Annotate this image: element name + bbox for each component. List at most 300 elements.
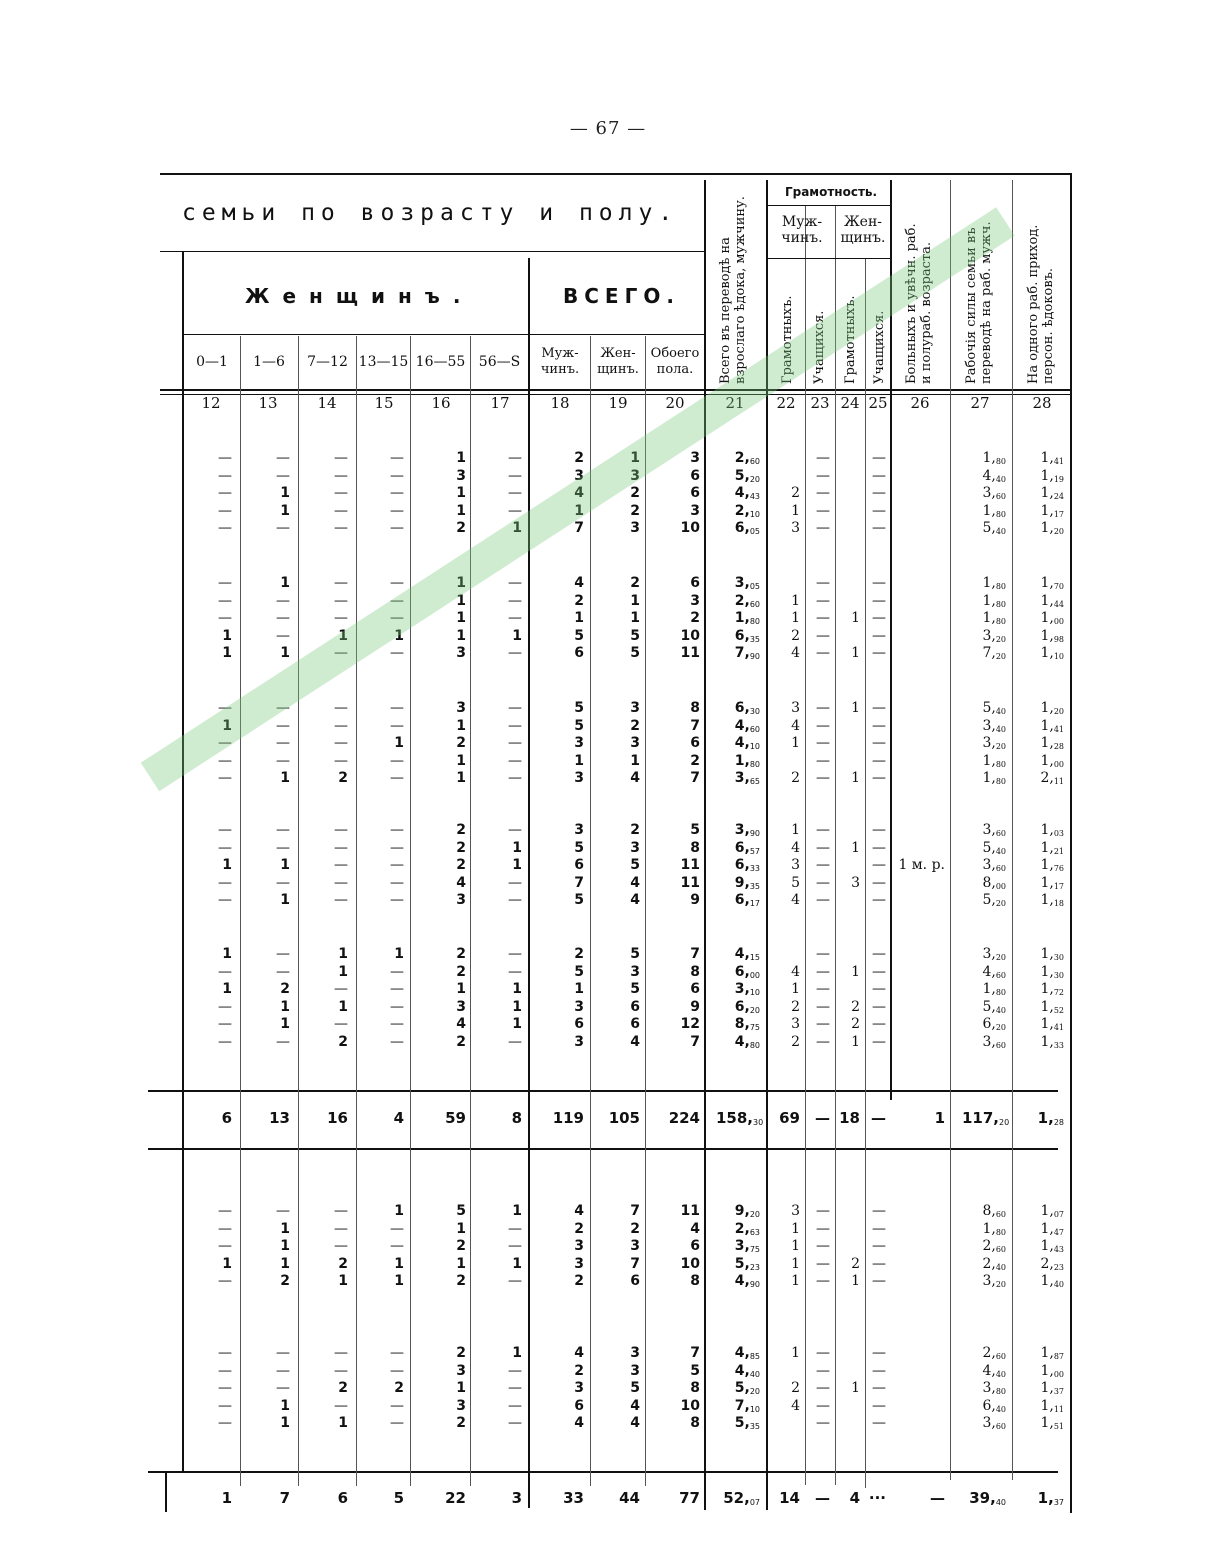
age-col-header: 7—12: [307, 354, 348, 370]
empty-dash: —: [276, 592, 290, 609]
value-cell: 3: [574, 822, 584, 838]
value-cell: 3: [574, 770, 584, 786]
value-cell: 6: [690, 1238, 700, 1254]
value-cell: 5: [690, 1362, 700, 1379]
value-cell: $39,_{40}$: [969, 1489, 1006, 1507]
value-cell: 3: [791, 700, 800, 716]
empty-dash: —: [276, 450, 290, 466]
col-rule: [645, 336, 646, 1486]
col-rule: [470, 336, 471, 1486]
value-cell: $6,_{57}$: [734, 839, 760, 856]
value-cell: 3: [456, 892, 466, 908]
empty-dash: —: [872, 1220, 886, 1237]
left-rule: [182, 252, 184, 1472]
value-cell: 3: [690, 502, 700, 519]
value-cell: $1,_{80}$: [734, 752, 760, 769]
value-cell: $1,_{70}$: [1040, 575, 1064, 591]
value-cell: —: [815, 1109, 830, 1127]
value-cell: 3: [456, 700, 466, 716]
value-cell: $1,_{19}$: [1040, 467, 1064, 484]
empty-dash: —: [334, 1397, 348, 1414]
empty-dash: —: [276, 467, 290, 484]
empty-dash: —: [872, 1273, 886, 1289]
empty-dash: —: [816, 1415, 830, 1431]
empty-dash: —: [218, 1238, 232, 1254]
value-cell: $1,_{20}$: [1040, 520, 1064, 536]
empty-dash: —: [816, 610, 830, 626]
col25-header: Учащихся.: [872, 310, 887, 384]
value-cell: 4: [456, 1016, 466, 1032]
empty-dash: —: [872, 592, 886, 609]
value-cell: 1: [394, 735, 404, 751]
total-header: ВСЕГО.: [563, 284, 680, 308]
empty-dash: —: [390, 839, 404, 856]
value-cell: 1: [338, 963, 348, 980]
value-cell: 4: [791, 717, 800, 734]
value-cell: 1: [791, 1255, 800, 1272]
empty-dash: —: [218, 839, 232, 856]
empty-dash: —: [390, 1345, 404, 1361]
value-cell: $1,_{51}$: [1040, 1415, 1064, 1431]
empty-dash: —: [276, 822, 290, 838]
empty-dash: —: [334, 450, 348, 466]
value-cell: 1: [222, 717, 232, 734]
age-col-header: 0—1: [196, 354, 228, 370]
empty-dash: —: [218, 1016, 232, 1032]
value-cell: 1: [222, 1255, 232, 1272]
value-cell: 11: [680, 1203, 700, 1219]
value-cell: 1: [456, 627, 466, 644]
value-cell: $3,_{65}$: [734, 770, 760, 786]
col26-header: Больныхъ и увѣчн. раб. и полураб. возраста.: [904, 223, 934, 384]
value-cell: 1: [394, 1203, 404, 1219]
value-cell: 3: [574, 1255, 584, 1272]
value-cell: 10: [680, 1397, 700, 1414]
value-cell: 4: [630, 1397, 640, 1414]
empty-dash: —: [508, 1238, 522, 1254]
age-col-header: 1—6: [253, 354, 285, 370]
value-cell: $5,_{20}$: [982, 892, 1006, 908]
column-number: 27: [970, 394, 990, 412]
value-cell: $8,_{60}$: [982, 1203, 1006, 1219]
column-number: 21: [725, 394, 745, 412]
value-cell: $1,_{80}$: [982, 502, 1006, 519]
empty-dash: —: [390, 998, 404, 1015]
empty-dash: —: [218, 735, 232, 751]
value-cell: $5,_{20}$: [734, 1380, 760, 1396]
empty-dash: —: [872, 520, 886, 536]
value-cell: 3: [456, 998, 466, 1015]
value-cell: 7: [690, 1345, 700, 1361]
empty-dash: —: [872, 467, 886, 484]
empty-dash: —: [816, 520, 830, 536]
value-cell: 1: [280, 1397, 290, 1414]
value-cell: 1: [851, 1273, 860, 1289]
value-cell: 4: [791, 839, 800, 856]
empty-dash: —: [390, 450, 404, 466]
empty-dash: —: [872, 627, 886, 644]
value-cell: $2,_{40}$: [982, 1255, 1006, 1272]
value-cell: 1: [280, 770, 290, 786]
empty-dash: —: [218, 610, 232, 626]
literacy-women-header: Жен- щинъ.: [840, 214, 886, 246]
value-cell: 1: [791, 822, 800, 838]
value-cell: 1: [630, 592, 640, 609]
value-cell: 1: [512, 1203, 522, 1219]
empty-dash: —: [872, 1380, 886, 1396]
value-cell: 2: [574, 450, 584, 466]
empty-dash: —: [816, 998, 830, 1015]
empty-dash: —: [276, 520, 290, 536]
value-cell: 3: [630, 1345, 640, 1361]
empty-dash: —: [816, 981, 830, 997]
value-cell: $1,_{10}$: [1040, 645, 1064, 661]
value-cell: 3: [791, 1016, 800, 1032]
empty-dash: —: [872, 1362, 886, 1379]
empty-dash: —: [390, 467, 404, 484]
empty-dash: —: [508, 892, 522, 908]
value-cell: 1: [456, 981, 466, 997]
value-cell: 1: [512, 839, 522, 856]
empty-dash: —: [218, 575, 232, 591]
value-cell: 1: [456, 1380, 466, 1396]
value-cell: 1: [574, 981, 584, 997]
value-cell: 1: [851, 963, 860, 980]
column-number: 15: [374, 394, 394, 412]
value-cell: 1: [456, 575, 466, 591]
value-cell: 6: [630, 1016, 640, 1032]
value-cell: 2: [394, 1380, 404, 1396]
value-cell: 1: [280, 502, 290, 519]
value-cell: 2: [791, 485, 800, 501]
empty-dash: —: [334, 839, 348, 856]
col-rule: [298, 336, 299, 1486]
empty-dash: —: [218, 1397, 232, 1414]
value-cell: $4,_{15}$: [734, 946, 760, 962]
value-cell: $1,_{52}$: [1040, 998, 1064, 1015]
empty-dash: —: [276, 1033, 290, 1050]
empty-dash: —: [816, 485, 830, 501]
value-cell: 16: [327, 1109, 348, 1127]
value-cell: 1: [851, 700, 860, 716]
column-number: 22: [776, 394, 796, 412]
value-cell: 4: [574, 1203, 584, 1219]
empty-dash: —: [816, 645, 830, 661]
empty-dash: —: [218, 1033, 232, 1050]
value-cell: 1: [791, 502, 800, 519]
empty-dash: —: [508, 1397, 522, 1414]
empty-dash: —: [816, 575, 830, 591]
value-cell: 1: [394, 1255, 404, 1272]
value-cell: $8,_{00}$: [982, 874, 1006, 891]
value-cell: 5: [630, 981, 640, 997]
value-cell: 1: [851, 610, 860, 626]
col-rule: [950, 180, 951, 1480]
total-col-header: Муж- чинъ.: [540, 346, 580, 377]
value-cell: 1: [512, 857, 522, 873]
value-cell: 3: [630, 735, 640, 751]
empty-dash: —: [218, 592, 232, 609]
empty-dash: —: [508, 770, 522, 786]
value-cell: 3: [630, 839, 640, 856]
value-cell: 4: [574, 485, 584, 501]
column-number: 17: [490, 394, 510, 412]
empty-dash: —: [390, 717, 404, 734]
value-cell: 2: [574, 946, 584, 962]
empty-dash: —: [390, 874, 404, 891]
value-cell: 105: [608, 1109, 640, 1127]
value-cell: 7: [630, 1203, 640, 1219]
value-cell: 1: [280, 1016, 290, 1032]
empty-dash: —: [390, 645, 404, 661]
empty-dash: —: [872, 1415, 886, 1431]
empty-dash: —: [508, 963, 522, 980]
value-cell: 2: [456, 1238, 466, 1254]
value-cell: 1: [791, 592, 800, 609]
value-cell: 3: [574, 735, 584, 751]
value-cell: $1,_{30}$: [1040, 963, 1064, 980]
value-cell: $1,_{17}$: [1040, 502, 1064, 519]
empty-dash: —: [816, 839, 830, 856]
value-cell: $1,_{00}$: [1040, 1362, 1064, 1379]
value-cell: 4: [791, 1397, 800, 1414]
value-cell: $7,_{10}$: [734, 1397, 760, 1414]
value-cell: 2: [630, 485, 640, 501]
value-cell: 1: [512, 1345, 522, 1361]
value-cell: $6,_{35}$: [734, 627, 760, 644]
value-cell: 3: [630, 1362, 640, 1379]
col26-rule-left: [890, 180, 892, 1100]
col-rule: [356, 336, 357, 1486]
empty-dash: —: [218, 1380, 232, 1396]
value-cell: 4: [393, 1109, 404, 1127]
value-cell: 7: [690, 1033, 700, 1050]
empty-dash: —: [816, 1220, 830, 1237]
column-number: 28: [1032, 394, 1052, 412]
column-number: 18: [550, 394, 570, 412]
value-cell: 6: [337, 1489, 348, 1507]
value-cell: $3,_{20}$: [982, 735, 1006, 751]
value-cell: 2: [851, 1016, 860, 1032]
empty-dash: —: [218, 770, 232, 786]
literacy-header: Грамотность.: [784, 185, 878, 199]
empty-dash: —: [872, 998, 886, 1015]
empty-dash: —: [872, 874, 886, 891]
value-cell: $5,_{40}$: [982, 700, 1006, 716]
empty-dash: —: [334, 892, 348, 908]
age-col-header: 56—S: [478, 354, 521, 370]
value-cell: 119: [552, 1109, 584, 1127]
value-cell: 1: [791, 981, 800, 997]
value-cell: $8,_{75}$: [734, 1016, 760, 1032]
value-cell: 1: [222, 857, 232, 873]
empty-dash: —: [872, 645, 886, 661]
value-cell: 77: [679, 1489, 700, 1507]
empty-dash: —: [390, 502, 404, 519]
empty-dash: —: [218, 1345, 232, 1361]
empty-dash: —: [390, 485, 404, 501]
value-cell: $3,_{60}$: [982, 1415, 1006, 1431]
value-cell: $1,_{80}$: [734, 610, 760, 626]
empty-dash: —: [334, 485, 348, 501]
empty-dash: —: [872, 1345, 886, 1361]
col-rule: [1012, 180, 1013, 1480]
value-cell: 5: [630, 857, 640, 873]
value-cell: $1,_{41}$: [1040, 1016, 1064, 1032]
value-cell: 3: [791, 1203, 800, 1219]
value-cell: 1: [394, 1273, 404, 1289]
value-cell: 6: [690, 575, 700, 591]
value-cell: 1: [791, 1345, 800, 1361]
col23-header: Учащихся.: [812, 310, 827, 384]
value-cell: 1: [512, 1255, 522, 1272]
value-cell: 1: [456, 592, 466, 609]
value-cell: 3: [630, 700, 640, 716]
value-cell: 18: [839, 1109, 860, 1127]
value-cell: 5: [574, 700, 584, 716]
value-cell: 2: [851, 998, 860, 1015]
empty-dash: —: [508, 502, 522, 519]
value-cell: $1,_{87}$: [1040, 1345, 1064, 1361]
empty-dash: —: [508, 822, 522, 838]
empty-dash: —: [276, 717, 290, 734]
age-col-header: 16—55: [415, 354, 466, 370]
value-cell: 8: [690, 1380, 700, 1396]
value-cell: $4,_{90}$: [734, 1273, 760, 1289]
empty-dash: —: [390, 1415, 404, 1431]
value-cell: $1,_{11}$: [1040, 1397, 1064, 1414]
value-cell: 3: [456, 1362, 466, 1379]
value-cell: 2: [456, 839, 466, 856]
empty-dash: —: [816, 450, 830, 466]
empty-dash: —: [276, 1345, 290, 1361]
empty-dash: —: [816, 1397, 830, 1414]
value-cell: $3,_{40}$: [982, 717, 1006, 734]
value-cell: 1: [574, 752, 584, 769]
value-cell: $3,_{60}$: [982, 822, 1006, 838]
value-cell: 11: [680, 857, 700, 873]
value-cell: 2: [456, 857, 466, 873]
value-cell: $2,_{11}$: [1040, 770, 1064, 786]
column-number: 20: [665, 394, 685, 412]
value-cell: $3,_{10}$: [734, 981, 760, 997]
col-rule: [410, 336, 411, 1486]
value-cell: $4,_{85}$: [734, 1345, 760, 1361]
value-cell: $1,_{80}$: [982, 752, 1006, 769]
value-cell: 2: [851, 1255, 860, 1272]
value-cell: 10: [680, 520, 700, 536]
value-cell: 8: [511, 1109, 522, 1127]
value-cell: 9: [690, 892, 700, 908]
value-cell: $2,_{23}$: [1040, 1255, 1064, 1272]
value-cell: $1,_{40}$: [1040, 1273, 1064, 1289]
women-header: Женщинъ.: [245, 284, 474, 308]
empty-dash: —: [218, 892, 232, 908]
value-cell: 2: [280, 981, 290, 997]
empty-dash: —: [218, 874, 232, 891]
empty-dash: —: [872, 822, 886, 838]
col21-rule-left: [704, 180, 706, 1510]
empty-dash: —: [218, 520, 232, 536]
value-cell: 2: [456, 946, 466, 962]
empty-dash: —: [334, 467, 348, 484]
empty-dash: —: [816, 1238, 830, 1254]
empty-dash: —: [816, 717, 830, 734]
empty-dash: —: [508, 752, 522, 769]
value-cell: 3: [574, 998, 584, 1015]
value-cell: $9,_{20}$: [734, 1203, 760, 1219]
value-cell: $1,_{41}$: [1040, 717, 1064, 734]
empty-dash: —: [334, 752, 348, 769]
empty-dash: —: [276, 1362, 290, 1379]
value-cell: 1: [456, 1220, 466, 1237]
empty-dash: —: [816, 735, 830, 751]
caption-rule: [160, 251, 705, 252]
value-cell: $4,_{43}$: [734, 485, 760, 501]
empty-dash: —: [334, 502, 348, 519]
value-cell: 2: [791, 770, 800, 786]
value-cell: 7: [279, 1489, 290, 1507]
value-cell: $1,_{28}$: [1037, 1109, 1064, 1127]
empty-dash: —: [872, 502, 886, 519]
empty-dash: —: [508, 645, 522, 661]
empty-dash: —: [872, 1255, 886, 1272]
value-cell: 6: [574, 1397, 584, 1414]
col-rule: [865, 258, 866, 1488]
column-number: 16: [431, 394, 451, 412]
value-cell: 2: [280, 1273, 290, 1289]
empty-dash: —: [816, 592, 830, 609]
value-cell: 5: [791, 874, 800, 891]
empty-dash: —: [390, 520, 404, 536]
value-cell: 1: [851, 645, 860, 661]
empty-dash: —: [390, 752, 404, 769]
column-number: 24: [840, 394, 860, 412]
empty-dash: —: [218, 1273, 232, 1289]
value-cell: 1: [456, 502, 466, 519]
value-cell: 1: [394, 946, 404, 962]
value-cell: 1: [456, 752, 466, 769]
empty-dash: —: [218, 700, 232, 716]
value-cell: $1,_{80}$: [982, 450, 1006, 466]
value-cell: 1: [280, 485, 290, 501]
value-cell: $1,_{80}$: [982, 592, 1006, 609]
age-col-header: 13—15: [358, 354, 409, 370]
value-cell: 1: [512, 981, 522, 997]
value-cell: $6,_{05}$: [734, 520, 760, 536]
value-cell: 5: [574, 627, 584, 644]
value-cell: 1: [851, 1380, 860, 1396]
value-cell: $3,_{90}$: [734, 822, 760, 838]
value-cell: $2,_{60}$: [734, 450, 760, 466]
empty-dash: —: [872, 1203, 886, 1219]
value-cell: 2: [574, 1273, 584, 1289]
value-cell: 2: [456, 1033, 466, 1050]
empty-dash: —: [390, 770, 404, 786]
value-cell: 2: [338, 1255, 348, 1272]
empty-dash: —: [276, 839, 290, 856]
value-cell: 1: [574, 610, 584, 626]
empty-dash: —: [816, 752, 830, 769]
empty-dash: —: [816, 770, 830, 786]
value-cell: 22: [445, 1489, 466, 1507]
value-cell: $1,_{33}$: [1040, 1033, 1064, 1050]
value-cell: 3: [690, 592, 700, 609]
empty-dash: —: [508, 485, 522, 501]
column-number: 19: [608, 394, 628, 412]
value-cell: $1,_{00}$: [1040, 752, 1064, 769]
value-cell: 1: [630, 752, 640, 769]
